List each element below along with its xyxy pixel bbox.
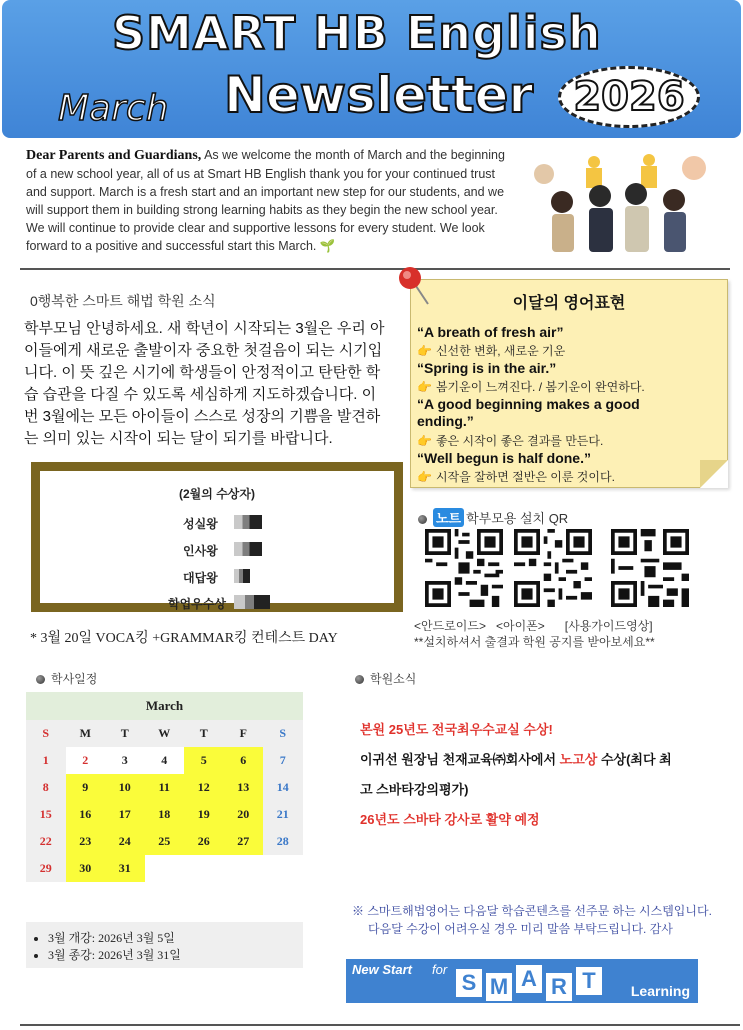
header-title-line2: Newsletter [224, 66, 534, 124]
banner-letter: S [456, 969, 482, 997]
intro-letter [26, 146, 512, 255]
banner-text: Learning [630, 983, 690, 999]
academy-news-heading: 학원소식 [355, 670, 416, 687]
calendar-weekday: S [26, 720, 66, 747]
calendar-date: 22 [26, 828, 66, 855]
intro-text: As we welcome the month of March and the beginning of a new school year, all of us at Smart HB English thank you for your continued trust and support. March is a fresh start and an important new step for our students, and we will support them in building strong learning habits as they begin the new school year. We will continue to provide clear and supportive lessons for every student. We look forward to a positive and successful start this March. [26, 148, 505, 253]
calendar-date: 20 [224, 801, 264, 828]
calendar-date: 8 [26, 774, 66, 801]
pointing-hand-icon: 👉 [417, 344, 432, 358]
phrase-en: “Spring is in the air.” [417, 360, 557, 376]
calendar-date: 15 [26, 801, 66, 828]
qr-heading: 노트 학부모용 설치 QR [418, 508, 568, 527]
note-app-logo: 노트 [433, 508, 464, 527]
calendar-date: 3 [105, 747, 145, 774]
phrase-en: “A good beginning makes a good ending.” [417, 396, 640, 429]
calendar-date: 4 [145, 747, 185, 774]
banner-text: for [432, 962, 448, 977]
calendar-date: 26 [184, 828, 224, 855]
calendar-date: 16 [66, 801, 106, 828]
section-divider [20, 268, 730, 270]
banner-letter: M [486, 973, 512, 1001]
sprout-icon: 🌱 [319, 239, 336, 253]
header-title-line1: SMART HB English [112, 6, 602, 60]
phrase-ko: 👉 시작을 잘하면 절반은 이룬 것이다. [417, 470, 615, 484]
award-row: 대답왕 [183, 571, 218, 585]
banner-letter: R [546, 973, 572, 1001]
calendar-date: 5 [184, 747, 224, 774]
calendar-month: March [26, 692, 303, 720]
bullet-icon [355, 675, 364, 684]
calendar-weekday: T [105, 720, 145, 747]
qr-install-note: **설치하셔서 출결과 학원 공지를 받아보세요** [414, 635, 655, 649]
academy-director-line-cont: 고 스바타강의평가) [360, 782, 469, 797]
calendar-weekday: T [184, 720, 224, 747]
qr-labels: <안드로이드> <아이폰> [사용가이드영상] [414, 619, 653, 633]
academy-director-line: 이귀선 원장님 천재교육㈜회사에서 노고상 수상(최다 최 [360, 752, 672, 767]
pushpin-icon [394, 264, 434, 308]
calendar-grid [26, 720, 303, 882]
calendar-date: 31 [105, 855, 145, 882]
phrase-ko: 👉 봄기운이 느껴진다. / 봄기운이 완연하다. [417, 380, 645, 394]
notice-line: ※ 스마트해법영어는 다음달 학습콘텐츠를 선주문 하는 시스템입니다. [352, 904, 712, 918]
calendar-date: 30 [66, 855, 106, 882]
awards-title: (2월의 수상자) [179, 487, 255, 501]
guide-video-qr-code[interactable] [611, 529, 689, 607]
calendar-date: 18 [145, 801, 185, 828]
calendar-date: 27 [224, 828, 264, 855]
calendar-date: 17 [105, 801, 145, 828]
pointing-hand-icon: 👉 [417, 380, 432, 394]
calendar-date: 28 [263, 828, 303, 855]
news-body: 학부모님 안녕하세요. 새 학년이 시작되는 3월은 우리 아이들에게 새로운 출발이자 중요한 첫걸음이 되는 시기입니다. 이 뜻 깊은 시기에 학생들이 안정적이고 탄탄한 학습 습관을 다질 수 있도록 세심하게 지도하겠습니다. 이번 3월에는 모든 아이들이 스스로 성장의 기쁨을 발견하는 의미 있는 시작이 되는 달이 되기를 바랍니다. [24, 320, 385, 447]
award-row: 인사왕 [183, 544, 218, 558]
phrase-en: “Well begun is half done.” [417, 450, 591, 466]
smart-learning-banner [346, 959, 698, 1003]
calendar-date: 25 [145, 828, 185, 855]
calendar-date: 14 [263, 774, 303, 801]
android-qr-code[interactable] [425, 529, 503, 607]
calendar-date: 21 [263, 801, 303, 828]
award-row: 성실왕 [183, 517, 218, 531]
folded-corner [700, 460, 728, 488]
calendar-date: 6 [224, 747, 264, 774]
calendar-date: 29 [26, 855, 66, 882]
calendar-date: 9 [66, 774, 106, 801]
banner-text: New Start [352, 962, 412, 977]
notice-line: 다음달 수강이 어려우실 경우 미리 말씀 부탁드립니다. 감사 [368, 922, 673, 936]
calendar-weekday: W [145, 720, 185, 747]
phrase-ko: 👉 좋은 시작이 좋은 결과를 만든다. [417, 434, 604, 448]
schedule-heading: 학사일정 [36, 670, 97, 687]
sticky-title: 이달의 영어표현 [512, 295, 626, 312]
academy-award-line: 본원 25년도 전국최우수교실 수상! [360, 722, 553, 737]
schedule-note: • 3월 종강: 2026년 3월 31일 [48, 947, 303, 964]
phrase-en: “A breath of fresh air” [417, 324, 564, 340]
march-calendar [26, 692, 303, 882]
award-row: 학업우수상 [168, 597, 226, 611]
calendar-weekday: F [224, 720, 264, 747]
bottom-divider [20, 1024, 740, 1026]
calendar-date: 10 [105, 774, 145, 801]
pointing-hand-icon: 👉 [417, 470, 432, 484]
redacted-name [234, 515, 262, 529]
redacted-name [234, 542, 262, 556]
header-month: March [58, 88, 169, 129]
news-heading: 0행복한 스마트 해법 학원 소식 [30, 293, 216, 309]
pointing-hand-icon: 👉 [417, 434, 432, 448]
calendar-date: 2 [66, 747, 106, 774]
calendar-date: 11 [145, 774, 185, 801]
schedule-notes [26, 922, 303, 968]
academy-plan-line: 26년도 스바타 강사로 활약 예정 [360, 812, 540, 827]
banner-letter: T [576, 967, 602, 995]
calendar-date: 1 [26, 747, 66, 774]
calendar-date: 23 [66, 828, 106, 855]
schedule-note: • 3월 개강: 2026년 3월 5일 [48, 930, 303, 947]
cheering-students-illustration [524, 150, 720, 262]
calendar-weekday: S [263, 720, 303, 747]
redacted-name [234, 569, 250, 583]
preorder-notice [352, 902, 720, 938]
calendar-date: 24 [105, 828, 145, 855]
banner-letter: A [516, 965, 542, 993]
calendar-weekday: M [66, 720, 106, 747]
expression-sticky-note [410, 279, 728, 488]
header-year-badge: 2026 [558, 66, 700, 128]
bullet-icon [418, 515, 427, 524]
awards-box [31, 462, 403, 612]
calendar-date: 12 [184, 774, 224, 801]
bullet-icon [36, 675, 45, 684]
calendar-date: 7 [263, 747, 303, 774]
calendar-date: 19 [184, 801, 224, 828]
iphone-qr-code[interactable] [514, 529, 592, 607]
newsletter-header [2, 0, 741, 138]
redacted-name [234, 595, 270, 609]
phrase-ko: 👉 신선한 변화, 새로운 기운 [417, 344, 566, 358]
calendar-date: 13 [224, 774, 264, 801]
intro-salutation: Dear Parents and Guardians, [26, 148, 202, 163]
contest-announcement: * 3월 20일 VOCA킹 +GRAMMAR킹 컨테스트 DAY [30, 631, 338, 646]
